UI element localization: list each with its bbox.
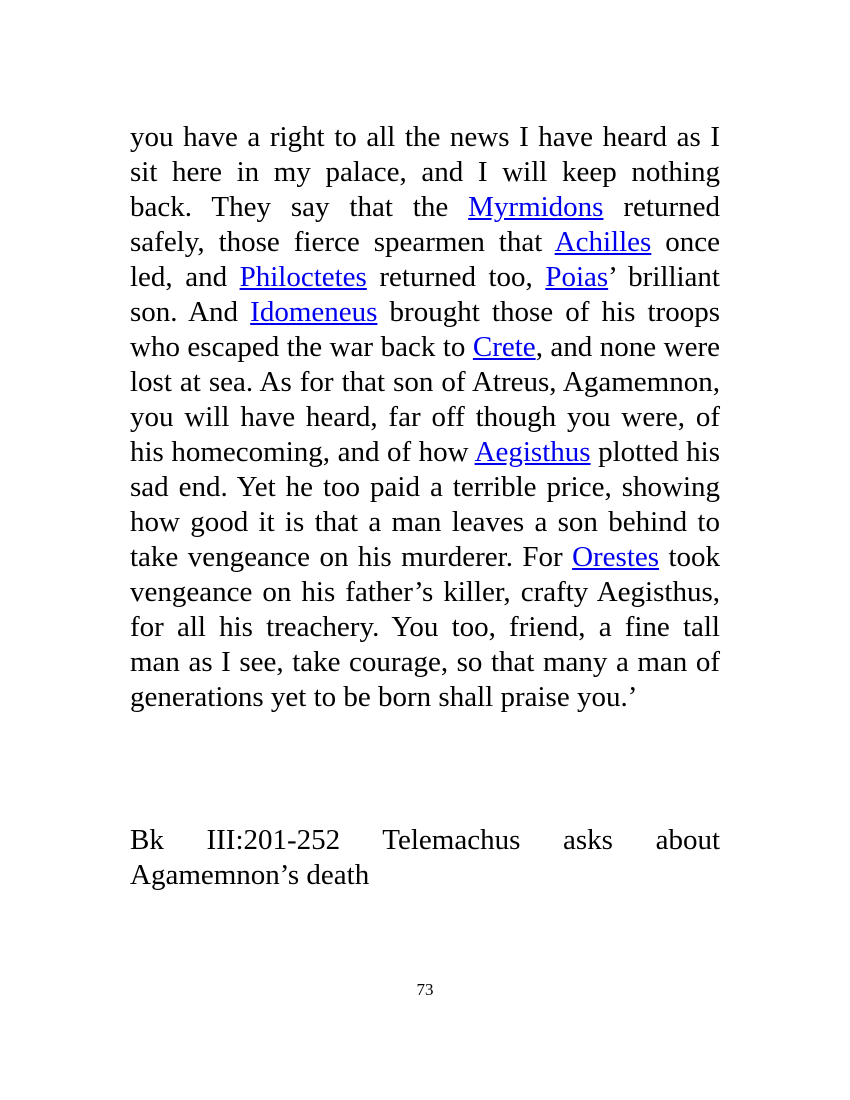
link-orestes[interactable]: Orestes: [572, 541, 660, 573]
text-segment: took vengeance on his father’s killer, crafty Aegisthus, for all his treachery. You too, friend, a fine tall man as I see, take courage, so that many a man of generations yet to be born shall praise you.’: [130, 541, 720, 713]
link-crete[interactable]: Crete: [472, 331, 536, 363]
text-segment: returned too,: [366, 261, 546, 293]
section-heading: Bk III:201-252 Telemachus asks about Agamemnon’s death: [130, 824, 720, 891]
text-segment: plotted his sad end. Yet he too paid a terrible price, showing how good it is that a man leaves a son behind to take vengeance on his murderer. For: [130, 436, 720, 573]
link-philoctetes[interactable]: Philoctetes: [239, 261, 367, 293]
text-segment: once led, and: [130, 226, 721, 293]
page-number: 73: [416, 980, 434, 999]
text-segment: ’ brilliant son. And: [130, 261, 720, 328]
text-segment: brought those of his troops who escaped the war back to: [130, 296, 720, 363]
link-achilles[interactable]: Achilles: [554, 226, 652, 258]
body-text: [130, 120, 720, 715]
body-paragraph: [130, 120, 720, 715]
text-segment: , and none were lost at sea. As for that son of Atreus, Agamemnon, you will have heard, far off though you were, of his homecoming, and of how: [130, 331, 720, 468]
link-poias[interactable]: Poias: [545, 261, 609, 293]
link-myrmidons[interactable]: Myrmidons: [468, 191, 604, 223]
text-segment: returned safely, those fierce spearmen that: [130, 191, 720, 258]
text-segment: you have a right to all the news I have heard as I sit here in my palace, and I will keep nothing back. They say that the: [130, 121, 720, 223]
link-idomeneus[interactable]: Idomeneus: [250, 296, 378, 328]
link-aegisthus[interactable]: Aegisthus: [474, 436, 591, 468]
